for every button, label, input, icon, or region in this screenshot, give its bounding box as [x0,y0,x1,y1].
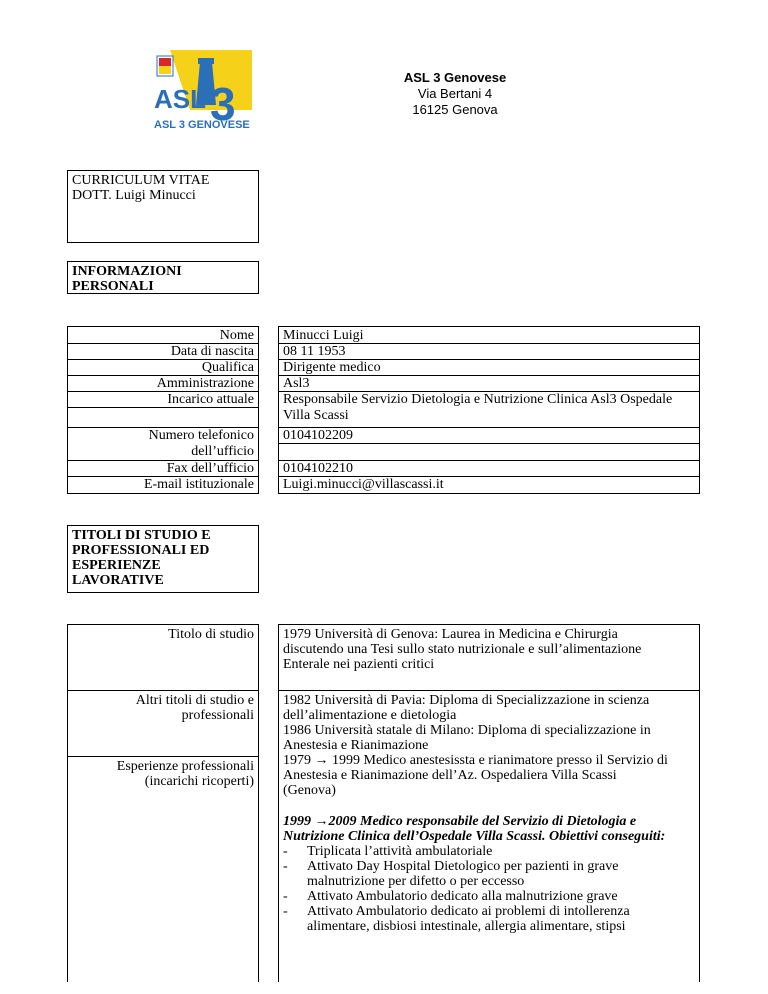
value-nascita: 08 11 1953 [283,344,346,359]
value-altri-esperienze-cell [278,690,700,982]
list-item: - Attivato Day Hospital Dietologico per pazienti in grave malnutrizione per difetto o per eccesso [283,859,619,889]
label-fax: Fax dell’ufficio [166,461,254,476]
heading-line: INFORMAZIONI [72,264,182,279]
label-esperienze-cell [67,756,259,982]
value-line: 1979 Università di Genova: Laurea in Medicina e Chirurgia [283,627,618,642]
value-line: 1982 Università di Pavia: Diploma di Specializzazione in scienza [283,693,650,708]
org-address: Via Bertani 4 [417,86,493,101]
section-titoli-heading [67,525,259,593]
personal-info-table [67,326,700,494]
value-amministrazione: Asl3 [283,376,310,391]
label-altri-titoli: Altri titoli di studio e [135,693,254,708]
label-nascita: Data di nascita [170,344,254,359]
label-esperienze: Esperienze professionali [116,759,254,774]
heading-line: PERSONALI [72,279,154,294]
label-incarico: Incarico attuale [167,392,254,407]
value-line: Anestesia e Rianimazione dell’Az. Ospedaliera Villa Scassi [283,768,617,783]
value-line: Anestesia e Rianimazione [283,738,429,753]
organization-header [340,70,570,118]
label-telefono-2: dell’ufficio [191,444,254,459]
value-telefono: 0104102209 [283,428,353,443]
cv-title-box [67,170,259,243]
studies-table [67,624,700,982]
value-line: 1999 →2009 Medico responsabile del Servizio di Dietologia e [283,814,637,829]
value-qualifica: Dirigente medico [283,360,381,375]
list-item: - Attivato Ambulatorio dedicato alla malnutrizione grave [283,889,618,904]
label-amministrazione: Amministrazione [156,376,254,391]
value-line: 1979 → 1999 Medico anestesissta e rianimatore presso il Servizio di [283,753,668,768]
list-item: - Attivato Ambulatorio dedicato ai problemi di intollerenza alimentare, disbiosi intestinale, allergia alimentare, stipsi [283,904,630,934]
value-fax: 0104102210 [283,461,353,476]
svg-text:ASL 3 GENOVESE: ASL 3 GENOVESE [154,119,250,131]
value-line: discutendo una Tesi sullo stato nutrizionale e sull’alimentazione [283,642,642,657]
label-qualifica: Qualifica [201,360,254,375]
value-line: 1986 Università statale di Milano: Diploma di specializzazione in [283,723,651,738]
value-incarico: Responsabile Servizio Dietologia e Nutrizione Clinica Asl3 Ospedale [283,392,673,407]
heading-line: ESPERIENZE [72,558,161,573]
label-email: E-mail istituzionale [143,477,254,492]
heading-line: LAVORATIVE [72,573,164,588]
asl3-logo-graphic [150,50,252,136]
label-titolo-studio: Titolo di studio [168,627,254,642]
asl3-logo [150,50,252,136]
value-column [278,326,700,494]
cv-name: DOTT. Luigi Minucci [72,188,196,203]
label-nome: Nome [219,328,254,343]
value-nome: Minucci Luigi [283,328,364,343]
value-line: (Genova) [283,783,336,798]
obiettivi-list [283,844,695,934]
heading-line: PROFESSIONALI ED [72,543,210,558]
value-titolo-studio-cell [278,624,700,691]
label-esperienze-2: (incarichi ricoperti) [144,774,254,789]
org-city: 16125 Genova [412,102,498,117]
label-altri-titoli-cell [67,690,259,757]
label-telefono: Numero telefonico [148,428,254,443]
svg-text:3: 3 [210,78,236,130]
label-column [67,326,259,494]
heading-line: TITOLI DI STUDIO E [72,528,211,543]
section-personal-heading [67,261,259,294]
value-line: Enterale nei pazienti critici [283,657,435,672]
label-titolo-studio-cell [67,624,259,691]
value-incarico-2: Villa Scassi [283,408,349,423]
cv-title: CURRICULUM VITAE [72,173,210,188]
value-line: dell’alimentazione e dietologia [283,708,457,723]
value-email: Luigi.minucci@villascassi.it [283,477,444,492]
list-item: - Triplicata l’attività ambulatoriale [283,844,493,859]
label-altri-titoli-2: professionali [181,708,254,723]
svg-text:ASL: ASL [154,84,206,114]
value-line: Nutrizione Clinica dell’Ospedale Villa Scassi. Obiettivi conseguiti: [283,829,666,844]
org-name: ASL 3 Genovese [403,70,507,85]
